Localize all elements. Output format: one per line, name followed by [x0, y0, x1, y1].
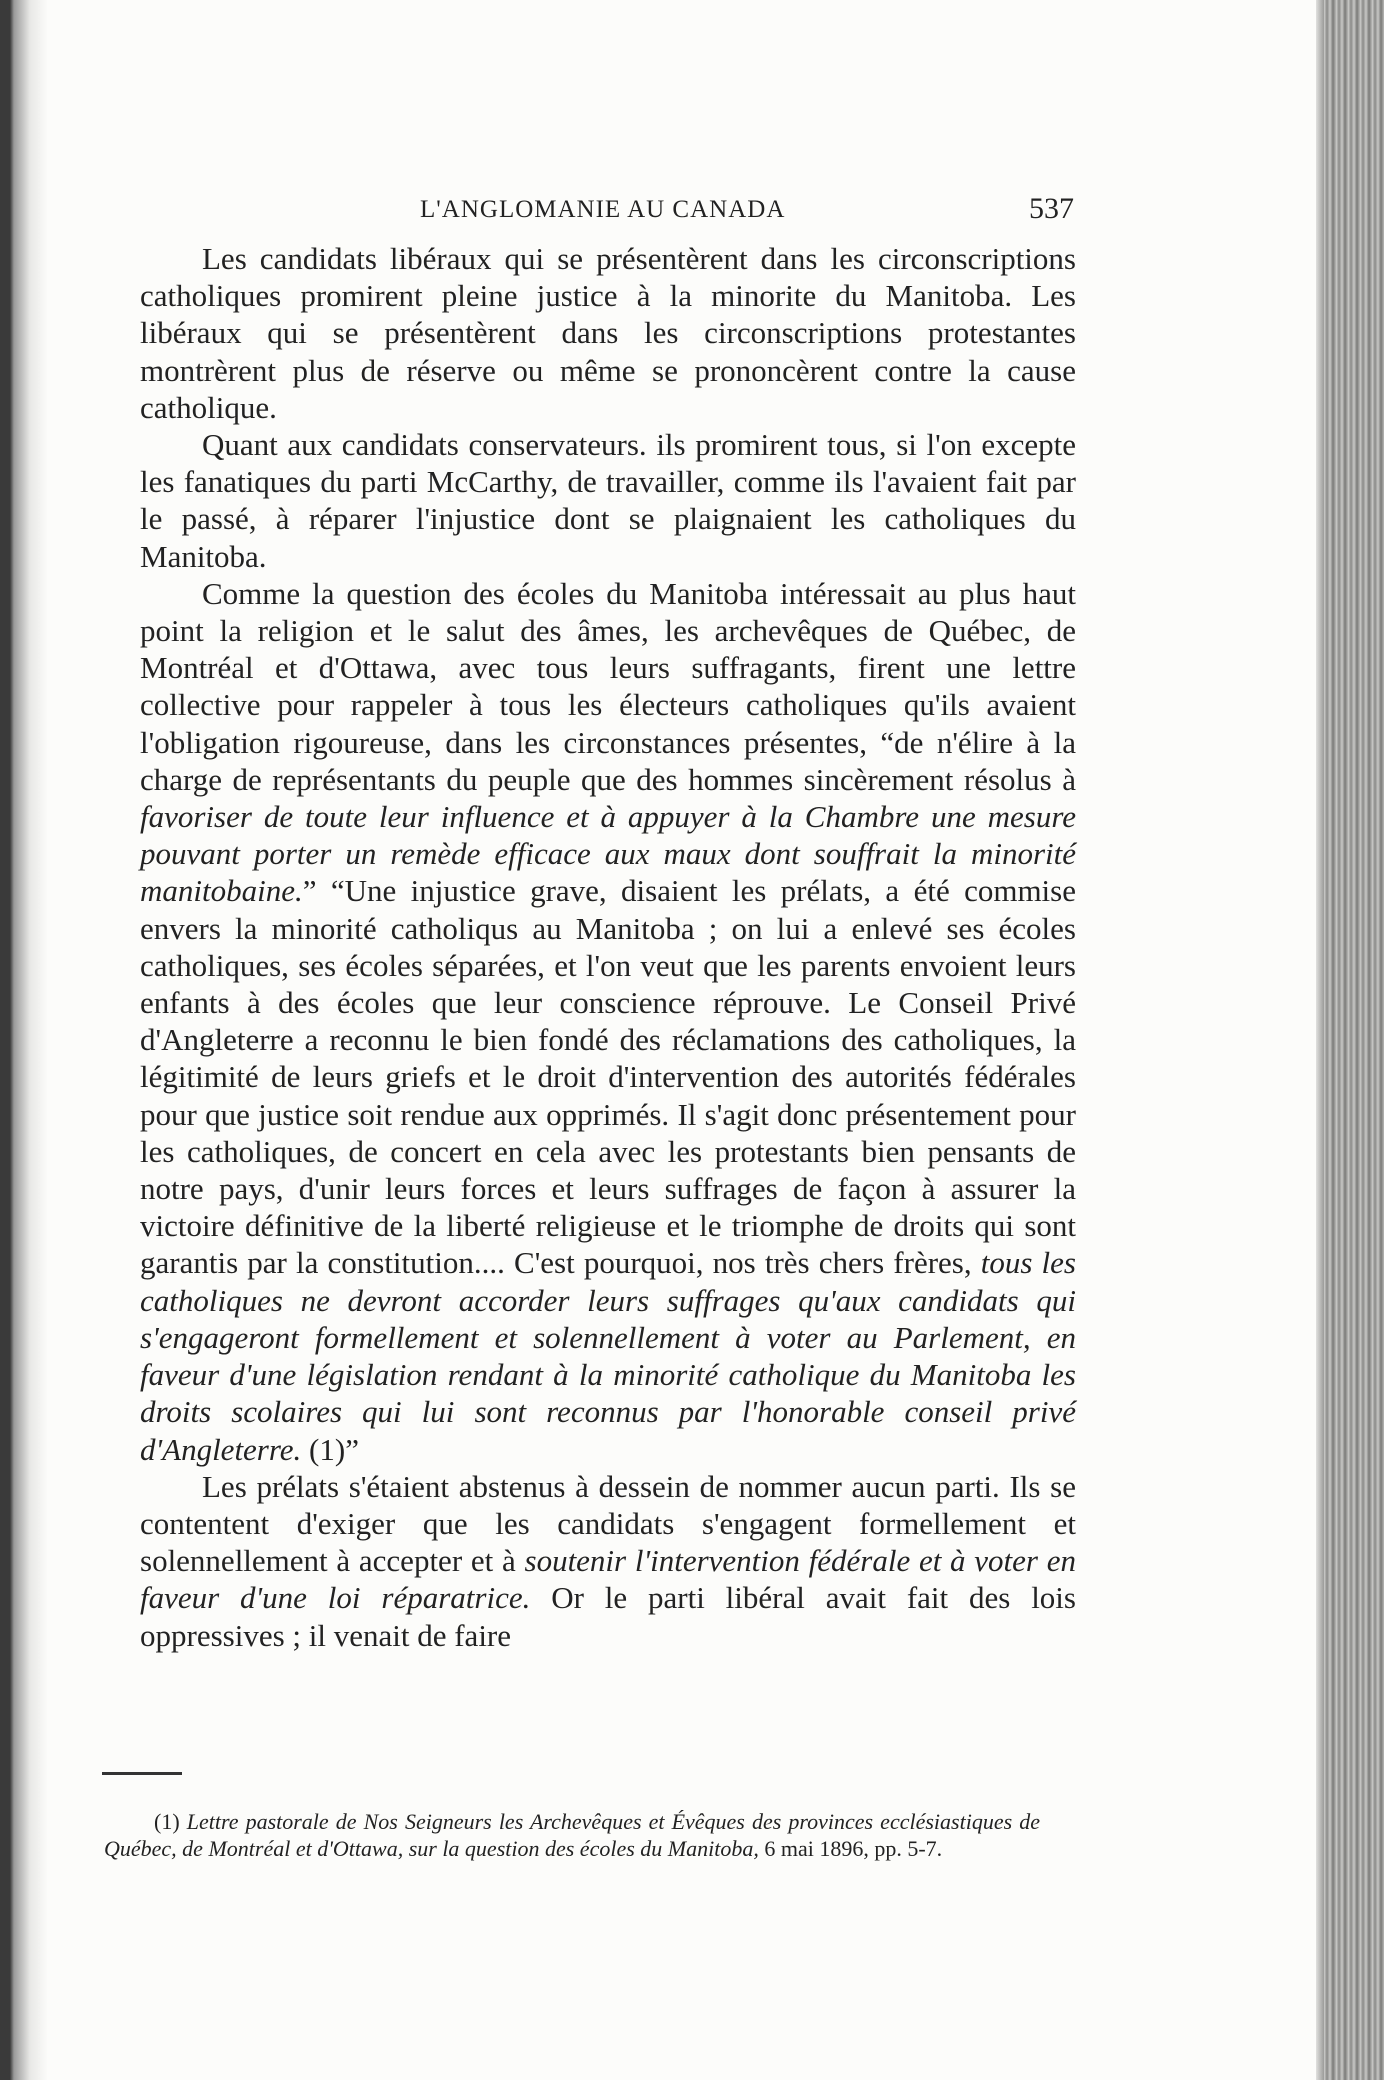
paragraph-1 [140, 240, 1076, 426]
paragraph-3 [140, 575, 1076, 1468]
paragraph-3-italic-b: tous les catholiques ne devront accorder leurs suffrages qu'aux candidats qui s'engageront formellement et solennellement à voter au Parlement, en faveur d'une législation rendant à la minorité catholique du Manitoba les droits scolaires qui lui sont reconnus par l'honorable conseil privé d'Angleterre. [140, 1245, 1076, 1467]
paragraph-4-italic: soutenir l'intervention fédérale et à voter en faveur d'une loi réparatrice. [140, 1543, 1076, 1616]
footnote [104, 1808, 1040, 1862]
page-binding-shadow [0, 0, 48, 2080]
running-title: L'ANGLOMANIE AU CANADA [420, 196, 786, 223]
footnote-separator [102, 1772, 182, 1775]
paragraph-4-text-b: Or le parti libéral avait fait des lois oppressives ; il venait de faire [140, 1580, 1076, 1653]
page-stack-edge [1324, 0, 1384, 2080]
paragraph-4-text-a: Les prélats s'étaient abstenus à dessein de nommer aucun parti. Ils se contentent d'exiger que les candidats s'engagent formellement et solennellement à accepter et à [140, 1468, 1076, 1579]
paragraph-3-italic-a: favoriser de toute leur influence et à appuyer à la Chambre une mesure pouvant porter un remède efficace aux maux dont souffrait la minorité manitobaine. [140, 799, 1076, 909]
page-edge-shadow [1316, 0, 1324, 2080]
paragraph-2-text: Quant aux candidats conservateurs. ils promirent tous, si l'on excepte les fanatiques du parti McCarthy, de travailler, comme ils l'avaient fait par le passé, à réparer l'injustice dont se plaignaient les catholiques du Manitoba. [140, 427, 1076, 574]
footnote-marker: (1) [154, 1809, 187, 1834]
body-text [140, 240, 1076, 1654]
paragraph-3-text-c: (1)” [301, 1431, 359, 1467]
page-number: 537 [1029, 192, 1074, 225]
paragraph-3-text-a: Comme la question des écoles du Manitoba intéressait au plus haut point la religion et le salut des âmes, les archevêques de Québec, de Montréal et d'Ottawa, avec tous leurs suffragants, firent une lettre collective pour rappeler à tous les électeurs catholiques qu'ils avaient l'obligation rigoureuse, dans les circonstances présentes, “de n'élire à la charge de représentants du peuple que des hommes sincèrement résolus à [140, 575, 1076, 797]
footnote-tail: 6 mai 1896, pp. 5-7. [758, 1836, 943, 1861]
paragraph-3-text-b: ” “Une injustice grave, disaient les prélats, a été commise envers la minorité catholiqus au Manitoba ; on lui a enlevé ses écoles catholiques, ses écoles séparées, et l'on veut que les parents envoient leurs enfants à des écoles que leur conscience réprouve. Le Conseil Privé d'Angleterre a reconnu le bien fondé des réclamations des catholiques, la légitimité de leurs griefs et le droit d'intervention des autorités fédérales pour que justice soit rendue aux opprimés. Il s'agit donc présentement pour les catholiques, de concert en cela avec les protestants bien pensants de notre pays, d'unir leurs forces et leurs suffrages de façon à assurer la victoire définitive de la liberté religieuse et le triomphe de droits qui sont garantis par la constitution.... C'est pourquoi, nos très chers frères, [140, 873, 1076, 1281]
paragraph-1-text: Les candidats libéraux qui se présentèrent dans les circonscriptions catholiques promirent pleine justice à la minorite du Manitoba. Les libéraux qui se présentèrent dans les circonscriptions protestantes montrèrent plus de réserve ou même se prononcèrent contre la cause catholique. [140, 241, 1076, 425]
paragraph-4 [140, 1468, 1076, 1654]
page-header [140, 192, 1080, 228]
footnote-italic: Lettre pastorale de Nos Seigneurs les Archevêques et Évêques des provinces ecclésiastiques de Québec, de Montréal et d'Ottawa, sur la question des écoles du Manitoba, [104, 1809, 1040, 1861]
paragraph-2 [140, 426, 1076, 575]
